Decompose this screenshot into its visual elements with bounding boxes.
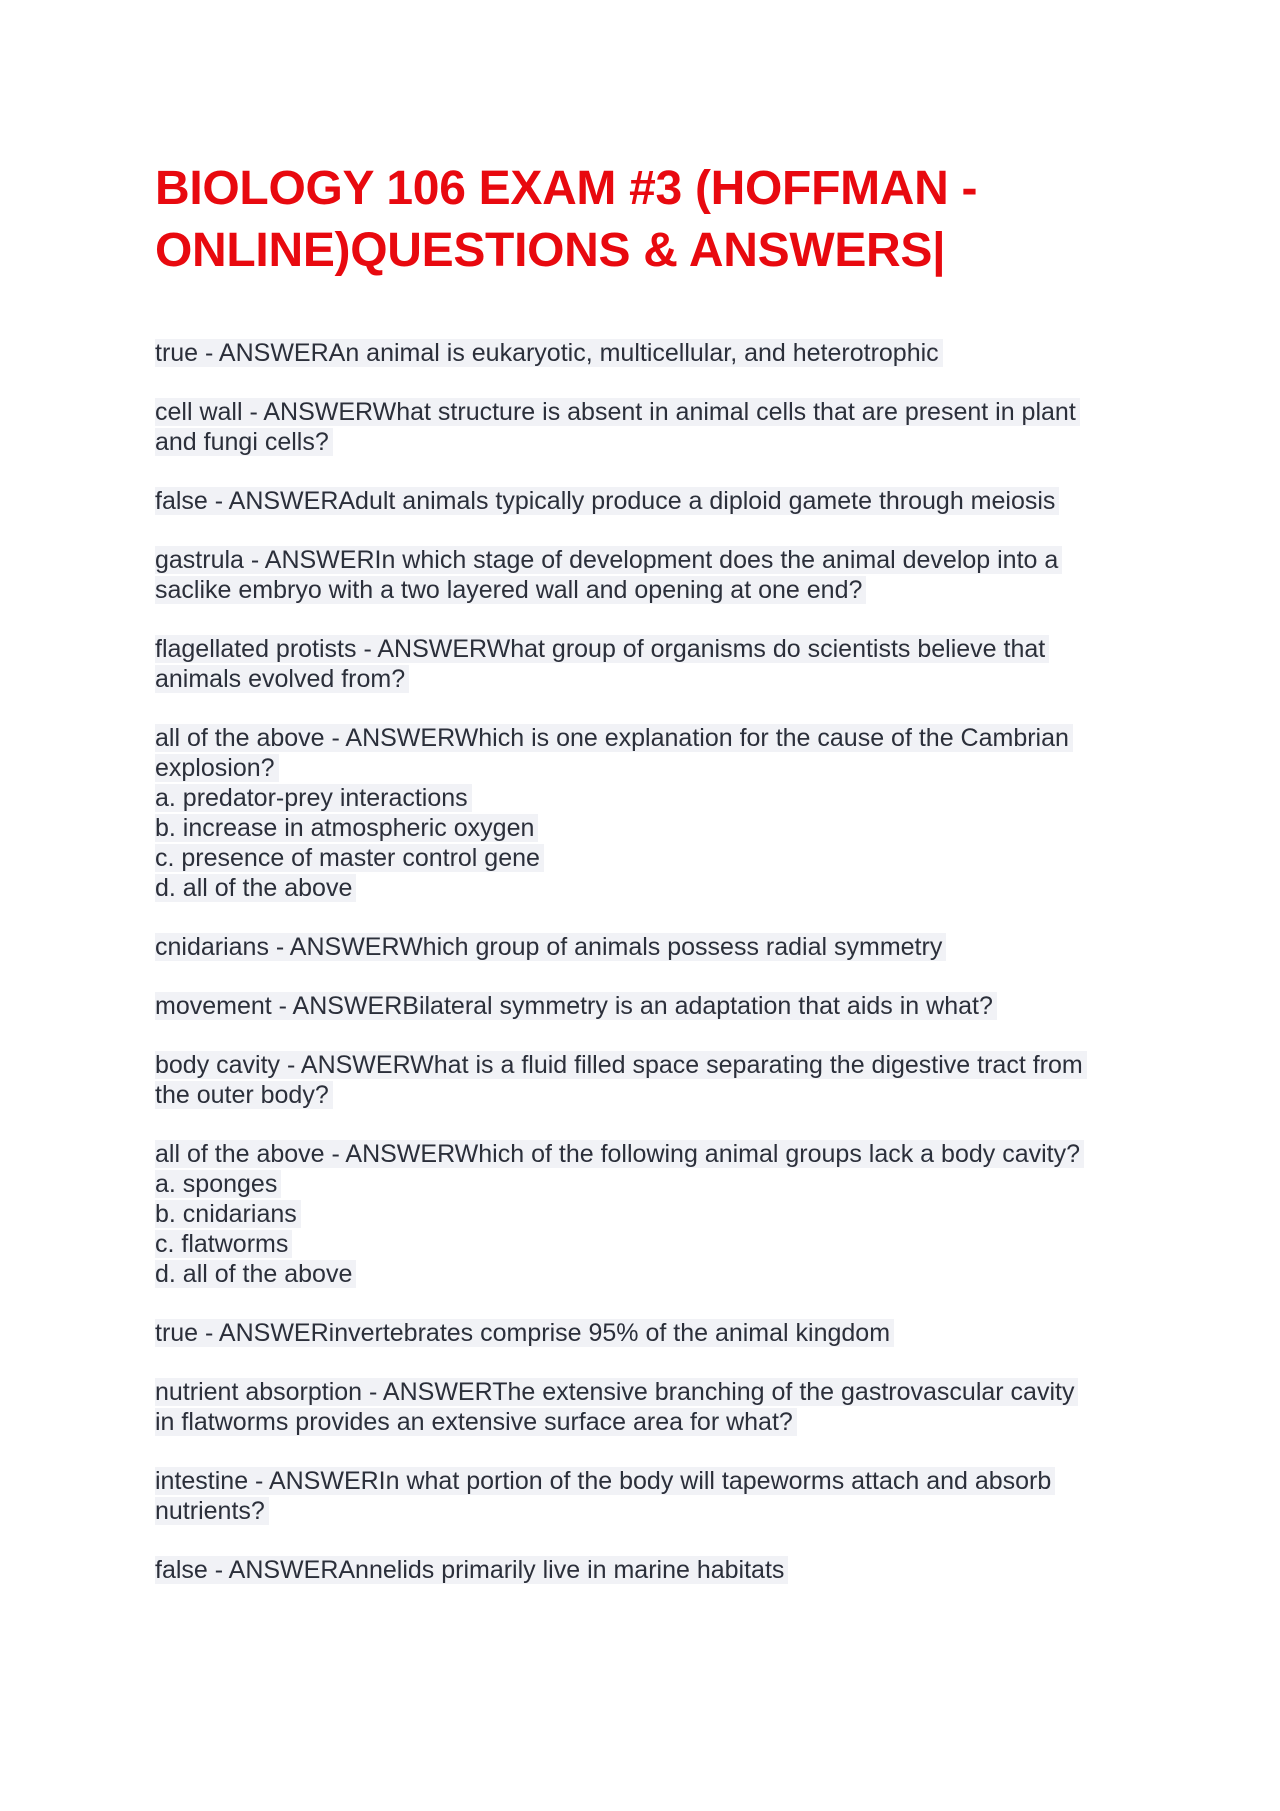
- qa-line: [155, 664, 1140, 694]
- qa-line-text: and fungi cells?: [155, 428, 333, 456]
- qa-line: [155, 1199, 1140, 1229]
- qa-line: [155, 1466, 1140, 1496]
- qa-item: [155, 397, 1140, 457]
- qa-line-text: false - ANSWERAnnelids primarily live in marine habitats: [155, 1556, 788, 1584]
- qa-item: [155, 932, 1140, 962]
- qa-line-text: cnidarians - ANSWERWhich group of animals possess radial symmetry: [155, 933, 946, 961]
- qa-line-text: nutrient absorption - ANSWERThe extensive branching of the gastrovascular cavity: [155, 1378, 1078, 1406]
- qa-line-text: in flatworms provides an extensive surface area for what?: [155, 1408, 797, 1436]
- qa-line-text: cell wall - ANSWERWhat structure is absent in animal cells that are present in plant: [155, 398, 1080, 426]
- qa-line: [155, 1050, 1140, 1080]
- qa-line-text: d. all of the above: [155, 874, 356, 902]
- document-title: [155, 158, 1140, 282]
- qa-line: [155, 1377, 1140, 1407]
- qa-line: [155, 338, 1140, 368]
- qa-item: [155, 1139, 1140, 1289]
- qa-line: [155, 783, 1140, 813]
- qa-line: [155, 575, 1140, 605]
- qa-line: [155, 843, 1140, 873]
- qa-line-text: animals evolved from?: [155, 665, 409, 693]
- qa-line-text: c. presence of master control gene: [155, 844, 544, 872]
- qa-line-text: all of the above - ANSWERWhich is one explanation for the cause of the Cambrian: [155, 724, 1073, 752]
- qa-line-text: c. flatworms: [155, 1230, 292, 1258]
- qa-line: [155, 813, 1140, 843]
- qa-item: [155, 723, 1140, 903]
- title-line-1: BIOLOGY 106 EXAM #3 (HOFFMAN -: [155, 162, 978, 215]
- qa-line: [155, 1407, 1140, 1437]
- qa-line-text: flagellated protists - ANSWERWhat group of organisms do scientists believe that: [155, 635, 1049, 663]
- qa-line: [155, 1496, 1140, 1526]
- qa-line: [155, 1318, 1140, 1348]
- qa-line: [155, 753, 1140, 783]
- qa-item: [155, 338, 1140, 368]
- qa-list: [155, 338, 1140, 1585]
- qa-item: [155, 1466, 1140, 1526]
- qa-item: [155, 545, 1140, 605]
- qa-item: [155, 1050, 1140, 1110]
- qa-line: [155, 991, 1140, 1021]
- qa-line-text: b. cnidarians: [155, 1200, 301, 1228]
- qa-item: [155, 1555, 1140, 1585]
- qa-item: [155, 634, 1140, 694]
- qa-line-text: explosion?: [155, 754, 279, 782]
- qa-line-text: b. increase in atmospheric oxygen: [155, 814, 538, 842]
- qa-line: [155, 1259, 1140, 1289]
- qa-line: [155, 932, 1140, 962]
- title-line-2: ONLINE)QUESTIONS & ANSWERS|: [155, 224, 946, 277]
- qa-item: [155, 991, 1140, 1021]
- qa-line-text: body cavity - ANSWERWhat is a fluid filled space separating the digestive tract from: [155, 1051, 1087, 1079]
- qa-line-text: saclike embryo with a two layered wall and opening at one end?: [155, 576, 866, 604]
- qa-line-text: intestine - ANSWERIn what portion of the body will tapeworms attach and absorb: [155, 1467, 1055, 1495]
- qa-line: [155, 1555, 1140, 1585]
- qa-line: [155, 486, 1140, 516]
- qa-line: [155, 545, 1140, 575]
- qa-item: [155, 1377, 1140, 1437]
- qa-item: [155, 486, 1140, 516]
- qa-line-text: nutrients?: [155, 1497, 269, 1525]
- qa-item: [155, 1318, 1140, 1348]
- qa-line: [155, 723, 1140, 753]
- qa-line-text: a. sponges: [155, 1170, 281, 1198]
- qa-line: [155, 873, 1140, 903]
- qa-line-text: false - ANSWERAdult animals typically produce a diploid gamete through meiosis: [155, 487, 1059, 515]
- qa-line-text: d. all of the above: [155, 1260, 356, 1288]
- document-page: [155, 158, 1140, 1614]
- qa-line: [155, 1169, 1140, 1199]
- qa-line: [155, 427, 1140, 457]
- qa-line: [155, 397, 1140, 427]
- qa-line-text: true - ANSWERAn animal is eukaryotic, multicellular, and heterotrophic: [155, 339, 943, 367]
- qa-line-text: movement - ANSWERBilateral symmetry is an adaptation that aids in what?: [155, 992, 997, 1020]
- qa-line-text: a. predator-prey interactions: [155, 784, 472, 812]
- qa-line-text: all of the above - ANSWERWhich of the following animal groups lack a body cavity?: [155, 1140, 1084, 1168]
- qa-line-text: the outer body?: [155, 1081, 333, 1109]
- qa-line: [155, 634, 1140, 664]
- qa-line: [155, 1229, 1140, 1259]
- qa-line: [155, 1139, 1140, 1169]
- qa-line-text: true - ANSWERinvertebrates comprise 95% of the animal kingdom: [155, 1319, 894, 1347]
- qa-line-text: gastrula - ANSWERIn which stage of development does the animal develop into a: [155, 546, 1062, 574]
- qa-line: [155, 1080, 1140, 1110]
